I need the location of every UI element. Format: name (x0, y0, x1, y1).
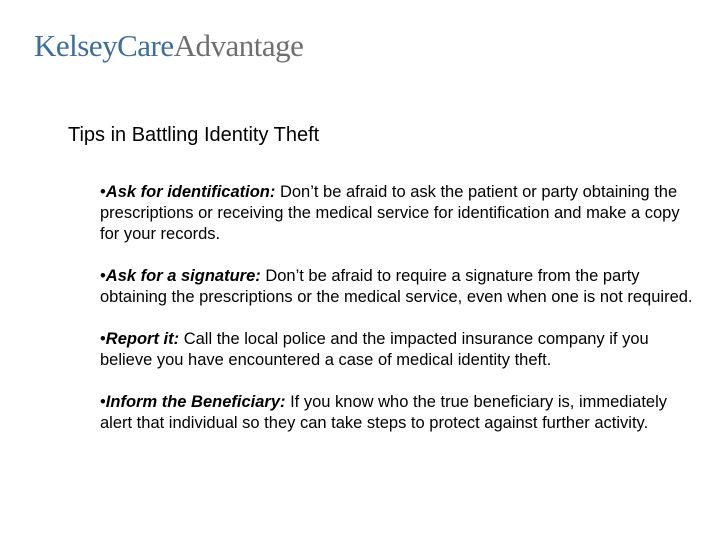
tip-item (100, 392, 700, 434)
tip-lead: Inform the Beneficiary: (105, 393, 286, 411)
logo-part-advantage: Advantage (173, 28, 304, 63)
bullet-glyph: • (100, 393, 106, 411)
bullet-glyph: • (100, 330, 106, 348)
tip-text: If you know who the true beneficiary is, immediately alert that individual so they can take steps to protect against further activity. (100, 393, 668, 432)
logo-part-care: Care (117, 28, 174, 63)
tip-text: Don’t be afraid to require a signature from the party obtaining the prescriptions or the medical service, even when one is not required. (100, 267, 693, 306)
tip-text: Don’t be afraid to ask the patient or party obtaining the prescriptions or receiving the medical service for identification and make a copy for your records. (100, 183, 680, 243)
tip-item (100, 266, 700, 308)
tip-text: Call the local police and the impacted insurance company if you believe you have encountered a case of medical identity theft. (100, 330, 649, 369)
tip-lead: Report it: (105, 330, 180, 348)
logo-part-kelsey: Kelsey (34, 28, 118, 63)
bullet-glyph: • (100, 183, 106, 201)
kelseycare-advantage-logo (34, 30, 303, 61)
tip-lead: Ask for identification: (105, 183, 276, 201)
bullet-glyph: • (100, 267, 106, 285)
tips-list (100, 182, 700, 455)
tip-item (100, 182, 700, 245)
tip-lead: Ask for a signature: (105, 267, 261, 285)
tip-item (100, 329, 700, 371)
page-title: Tips in Battling Identity Theft (68, 124, 320, 146)
